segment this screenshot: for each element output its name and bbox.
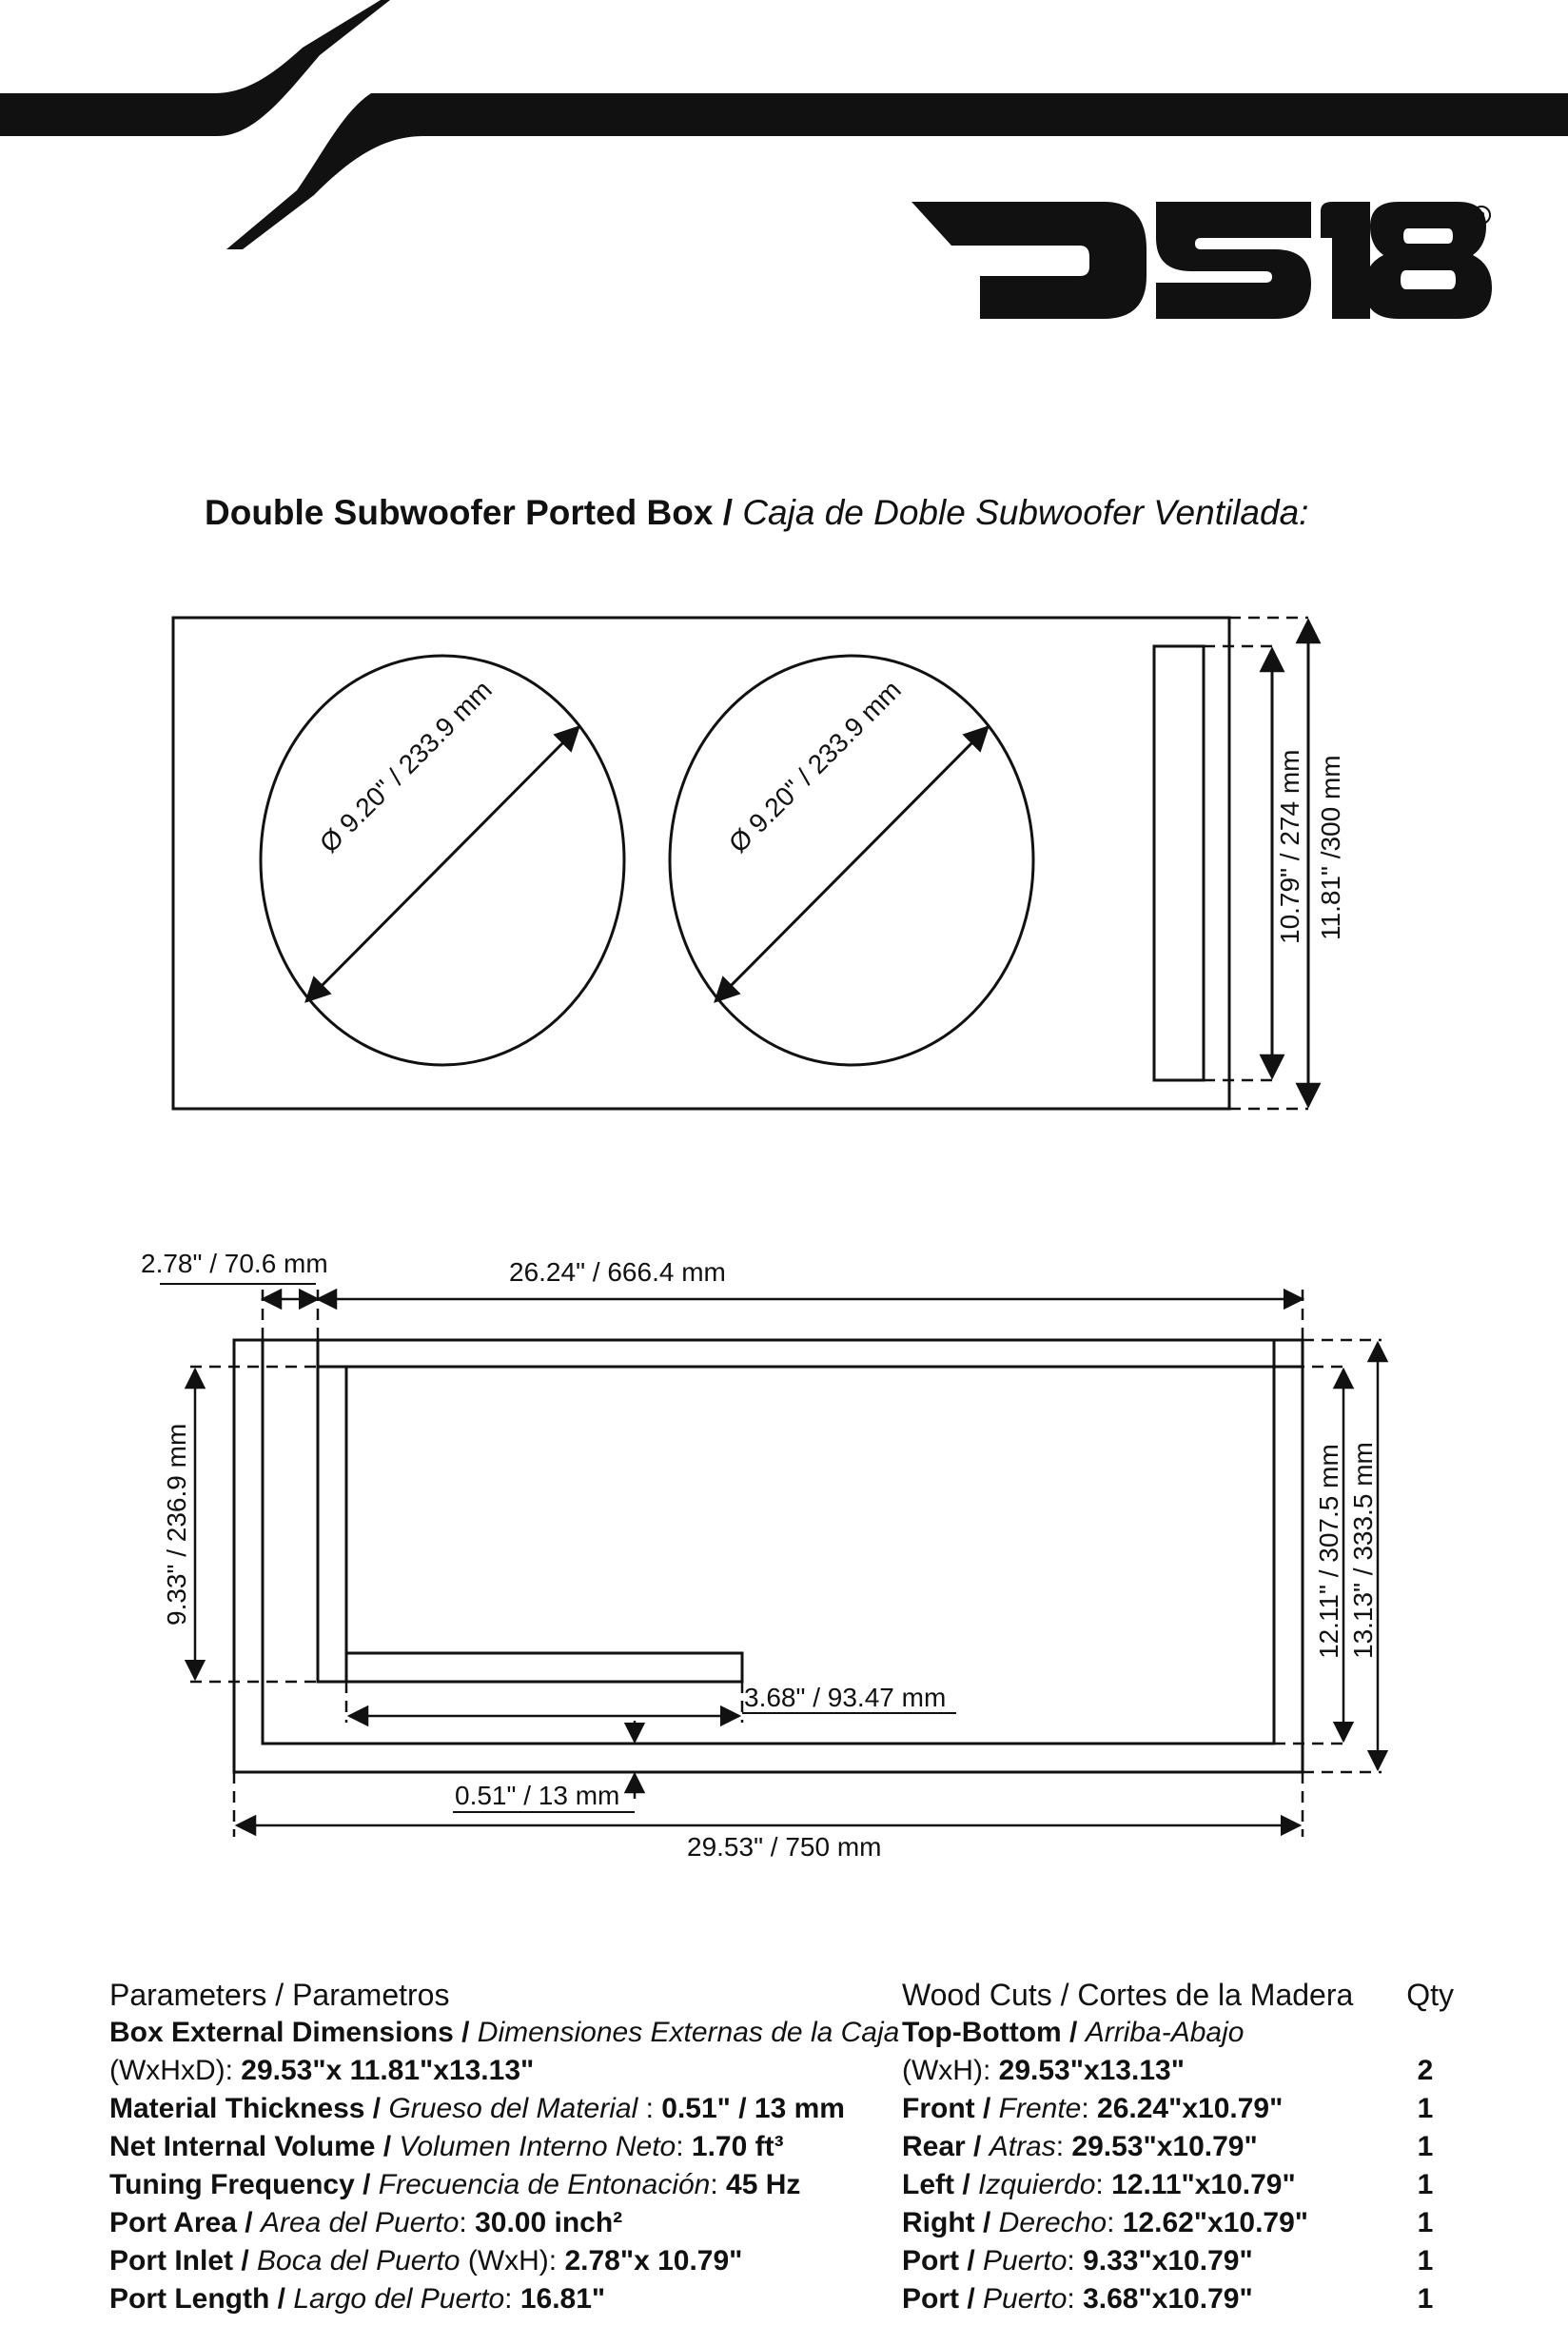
parameter-bold: Material Thickness / bbox=[109, 2093, 389, 2124]
wood-cut-bold: Left / bbox=[902, 2169, 978, 2200]
wood-cut-row bbox=[902, 2128, 1454, 2166]
side-view-drawing bbox=[160, 1284, 1382, 1837]
wood-cuts-heading: Wood Cuts / Cortes de la Madera bbox=[902, 1978, 1354, 2012]
port-wall-vertical bbox=[318, 1367, 346, 1682]
outer-depth-label: 13.13" / 333.5 mm bbox=[1348, 1442, 1378, 1659]
wood-cut-value: 12.11"x10.79" bbox=[1111, 2169, 1296, 2200]
wood-cut-row bbox=[902, 2280, 1454, 2318]
title-spanish: Caja de Doble Subwoofer Ventilada: bbox=[742, 493, 1309, 532]
wood-cut-italic: Atras bbox=[989, 2131, 1056, 2162]
parameters-heading: Parameters / Parametros bbox=[109, 1978, 450, 2012]
wood-cut-rest: : bbox=[1081, 2093, 1098, 2124]
parameter-rest: : bbox=[459, 2207, 476, 2238]
hole-1-dimension-arrow bbox=[306, 727, 578, 1001]
title-english: Double Subwoofer Ported Box / bbox=[205, 493, 734, 532]
wood-cut-bold: Front / bbox=[902, 2093, 999, 2124]
parameter-italic: Boca del Puerto bbox=[257, 2245, 461, 2277]
parameters-section bbox=[109, 1976, 899, 2318]
wood-cut-value: 29.53"x10.79" bbox=[1071, 2131, 1258, 2162]
parameter-italic: Grueso del Material bbox=[388, 2093, 638, 2124]
wood-cut-italic: Derecho bbox=[998, 2207, 1107, 2238]
wood-cut-value: 29.53"x13.13" bbox=[998, 2055, 1185, 2086]
wood-cut-rest: : bbox=[1095, 2169, 1112, 2200]
wood-cut-rest: : bbox=[1067, 2245, 1084, 2277]
wood-cut-row bbox=[902, 2052, 1454, 2090]
port-length-label: 9.33" / 236.9 mm bbox=[162, 1423, 191, 1626]
port-short-label: 3.68" / 93.47 mm bbox=[744, 1683, 947, 1712]
wood-cut-qty: 1 bbox=[1417, 2283, 1434, 2315]
parameter-value: 45 Hz bbox=[726, 2169, 801, 2200]
wood-cut-qty: 1 bbox=[1417, 2093, 1434, 2124]
wood-cut-bold: Port / bbox=[902, 2245, 984, 2277]
parameter-bold: Tuning Frequency / bbox=[109, 2169, 379, 2200]
wood-cut-rest: (WxH): bbox=[902, 2055, 999, 2086]
wood-cut-value: 26.24"x10.79" bbox=[1097, 2093, 1284, 2124]
top-view-box-outline bbox=[173, 618, 1229, 1109]
parameter-italic: Dimensiones Externas de la Caja bbox=[477, 2017, 900, 2048]
wood-cut-italic: Puerto bbox=[983, 2245, 1068, 2277]
parameter-row bbox=[109, 2280, 899, 2318]
wood-cut-bold: Rear / bbox=[902, 2131, 990, 2162]
wood-cut-italic: Puerto bbox=[983, 2283, 1068, 2315]
parameter-rest: (WxH): bbox=[460, 2245, 565, 2277]
parameter-row bbox=[109, 2052, 899, 2090]
wood-cut-rest: : bbox=[1107, 2207, 1123, 2238]
wood-cut-bold: Top-Bottom / bbox=[902, 2017, 1086, 2048]
parameter-italic: Frecuencia de Entonación bbox=[378, 2169, 711, 2200]
parameter-rest: : bbox=[637, 2093, 662, 2124]
inner-depth-label: 12.11" / 307.5 mm bbox=[1314, 1444, 1343, 1659]
hole-1-diameter-label: Ø 9.20" / 233.9 mm bbox=[314, 675, 498, 858]
parameter-row bbox=[109, 2204, 899, 2242]
port-wall-horizontal bbox=[346, 1653, 742, 1682]
wood-cut-row bbox=[902, 2166, 1454, 2204]
parameter-row bbox=[109, 2090, 899, 2128]
outer-height-label: 11.81" /300 mm bbox=[1316, 755, 1345, 940]
side-view-extension-lines bbox=[190, 1290, 1382, 1837]
wood-cut-value: 12.62"x10.79" bbox=[1122, 2207, 1309, 2238]
parameter-value: 2.78"x 10.79" bbox=[564, 2245, 743, 2277]
port-slot bbox=[1154, 646, 1204, 1080]
parameter-rest: (WxHxD): bbox=[109, 2055, 242, 2086]
wood-cut-italic: Frente bbox=[998, 2093, 1082, 2124]
wood-cut-qty bbox=[1397, 2014, 1454, 2052]
ds18-logo bbox=[911, 202, 1492, 319]
wood-cut-rest: : bbox=[1055, 2131, 1072, 2162]
parameter-row bbox=[109, 2242, 899, 2280]
wood-cut-qty: 2 bbox=[1417, 2055, 1434, 2086]
parameter-row bbox=[109, 2128, 899, 2166]
wood-cut-row bbox=[902, 2090, 1454, 2128]
parameter-row bbox=[109, 2014, 899, 2052]
inner-height-label: 10.79" / 274 mm bbox=[1275, 749, 1304, 944]
wood-cut-bold: Port / bbox=[902, 2283, 984, 2315]
parameter-bold: Port Length / bbox=[109, 2283, 294, 2315]
parameter-row bbox=[109, 2166, 899, 2204]
outer-width-label: 29.53" / 750 mm bbox=[687, 1832, 882, 1862]
port-inlet-label: 2.78" / 70.6 mm bbox=[141, 1249, 328, 1278]
parameter-bold: Port Inlet / bbox=[109, 2245, 258, 2277]
thickness-label: 0.51" / 13 mm bbox=[455, 1781, 620, 1810]
parameter-italic: Largo del Puerto bbox=[293, 2283, 505, 2315]
svg-text:R: R bbox=[1477, 209, 1485, 223]
wood-cut-row bbox=[902, 2014, 1454, 2052]
parameter-value: 30.00 inch² bbox=[475, 2207, 623, 2238]
wood-cut-qty: 1 bbox=[1417, 2131, 1434, 2162]
wood-cut-value: 9.33"x10.79" bbox=[1083, 2245, 1253, 2277]
parameter-bold: Box External Dimensions / bbox=[109, 2017, 478, 2048]
wood-cut-qty: 1 bbox=[1417, 2245, 1434, 2277]
wood-cut-bold: Right / bbox=[902, 2207, 999, 2238]
page-title bbox=[205, 493, 1308, 533]
parameter-bold: Net Internal Volume / bbox=[109, 2131, 400, 2162]
top-view-drawing bbox=[173, 618, 1308, 1109]
parameter-rest: : bbox=[710, 2169, 727, 2200]
wood-cut-value: 3.68"x10.79" bbox=[1083, 2283, 1253, 2315]
wood-cuts-section bbox=[902, 1976, 1454, 2318]
hole-2-diameter-label: Ø 9.20" / 233.9 mm bbox=[723, 675, 907, 858]
parameter-rest: : bbox=[504, 2283, 520, 2315]
wood-cut-qty: 1 bbox=[1417, 2169, 1434, 2200]
wood-cut-row bbox=[902, 2242, 1454, 2280]
inner-width-label: 26.24" / 666.4 mm bbox=[509, 1257, 726, 1287]
parameter-value: 1.70 ft³ bbox=[691, 2131, 784, 2162]
hole-2-dimension-arrow bbox=[715, 727, 988, 1001]
parameter-value: 29.53"x 11.81"x13.13" bbox=[241, 2055, 535, 2086]
wood-cut-qty: 1 bbox=[1417, 2207, 1434, 2238]
wood-cut-italic: Arriba-Abajo bbox=[1085, 2017, 1245, 2048]
parameter-bold: Port Area / bbox=[109, 2207, 261, 2238]
parameter-italic: Volumen Interno Neto bbox=[399, 2131, 676, 2162]
parameter-rest: : bbox=[676, 2131, 692, 2162]
wood-cut-italic: Izquierdo bbox=[978, 2169, 1096, 2200]
parameter-italic: Area del Puerto bbox=[260, 2207, 460, 2238]
wood-cut-rest: : bbox=[1067, 2283, 1084, 2315]
parameter-value: 16.81" bbox=[519, 2283, 606, 2315]
qty-heading: Qty bbox=[1406, 1978, 1454, 2012]
parameter-value: 0.51" / 13 mm bbox=[661, 2093, 845, 2124]
wood-cut-row bbox=[902, 2204, 1454, 2242]
